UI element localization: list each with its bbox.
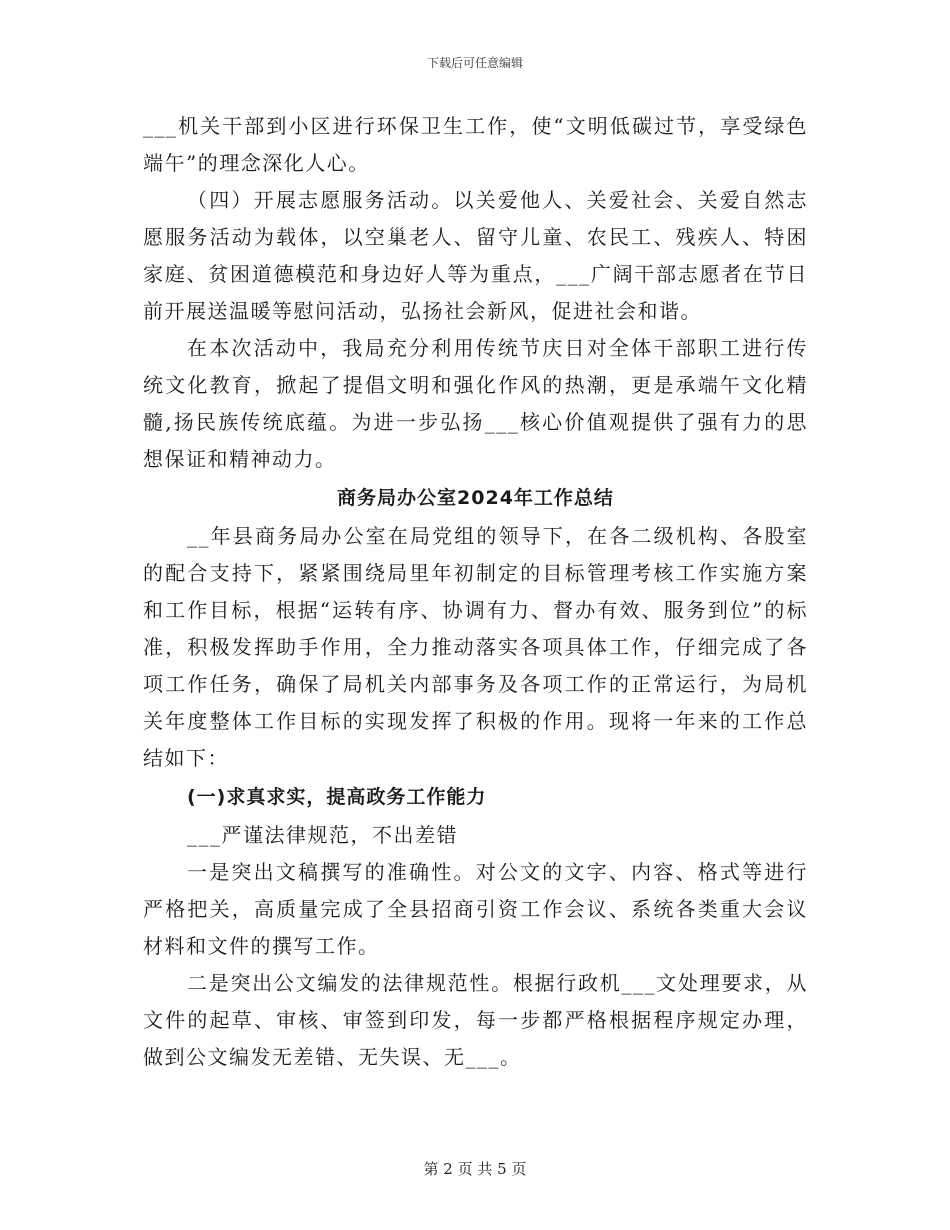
page-header: 下载后可任意编辑 <box>426 56 523 70</box>
page-footer: 第 2 页 共 5 页 <box>423 1160 527 1178</box>
paragraph-4: __年县商务局办公室在局党组的领导下，在各二级机构、各股室的配合支持下，紧紧围绕局里年初制定的目标管理考核工作实施方案和工作目标，根据“运转有序、协调有力、督办有效、服务到位”的标准，积极发挥助手作用，全力推动落实各项具体工作，仔细完成了各项工作任务，确保了局机关内部事务及各项工作的正常运行，为局机关年度整体工作目标的实现发挥了积极的作用。现将一年来的工作总结如下： <box>143 524 808 770</box>
paragraph-3: 在本次活动中，我局充分利用传统节庆日对全体干部职工进行传统文化教育，掀起了提倡文明和强化作风的热潮，更是承端午文化精髓,扬民族传统底蕴。为进一步弘扬___核心价值观提供了强有力的思想保证和精神动力。 <box>143 336 808 471</box>
section-heading-1: (一)求真求实，提高政务工作能力 <box>187 786 487 808</box>
paragraph-2: （四）开展志愿服务活动。以关爱他人、关爱社会、关爱自然志愿服务活动为载体，以空巢老人、留守儿童、农民工、残疾人、特困家庭、贫困道德模范和身边好人等为重点，___广阔干部志愿者在节日前开展送温暖等慰问活动，弘扬社会新风，促进社会和谐。 <box>143 188 808 323</box>
document-title: 商务局办公室2024年工作总结 <box>337 487 614 509</box>
paragraph-5: ___严谨法律规范，不出差错 <box>187 823 458 847</box>
paragraph-7: 二是突出公文编发的法律规范性。根据行政机___文处理要求，从文件的起草、审核、审签到印发，每一步都严格根据程序规定办理，做到公文编发无差错、无失误、无___。 <box>143 971 808 1069</box>
document-body <box>143 108 808 1076</box>
paragraph-1: ___机关干部到小区进行环保卫生工作，使“文明低碳过节，享受绿色端午”的理念深化人心。 <box>143 114 808 175</box>
paragraph-6: 一是突出文稿撰写的准确性。对公文的文字、内容、格式等进行严格把关，高质量完成了全县招商引资工作会议、系统各类重大会议材料和文件的撰写工作。 <box>143 860 808 958</box>
